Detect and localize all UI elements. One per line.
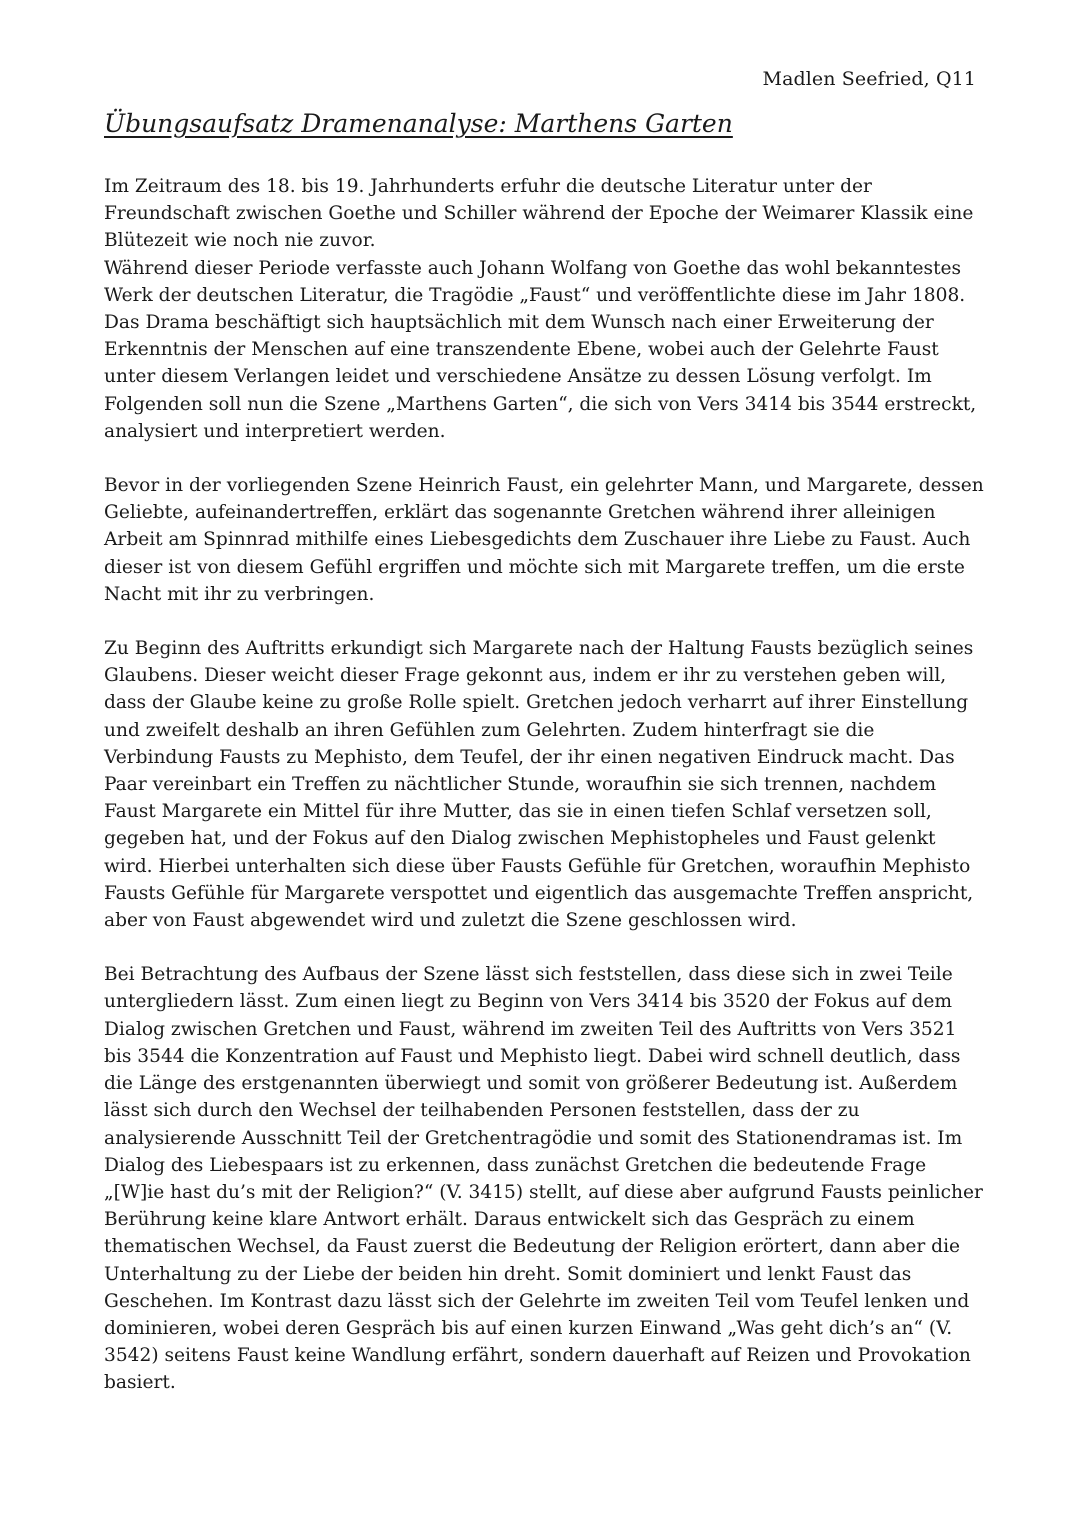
paragraph-structure: Bei Betrachtung des Aufbaus der Szene lässt sich feststellen, dass diese sich in zwei Teile untergliedern lässt. Zum einen liegt zu Beginn von Vers 3414 bis 3520 der Fokus auf dem Dialog zwischen Gretchen und Faust, während im zweiten Teil des Auftritts von Vers 3521 bis 3544 die Konzentration auf Faust und Mephisto liegt. Dabei wird schnell deutlich, dass die Länge des erstgenannten überwiegt und somit von größerer Bedeutung ist. Außerdem lässt sich durch den Wechsel der teilhabenden Personen feststellen, dass der zu analysierende Ausschnitt Teil der Gretchentragödie und somit des Stationendramas ist. Im Dialog des Liebespaars ist zu erkennen, dass zunächst Gretchen die bedeutende Frage „[W]ie hast du’s mit der Religion?“ (V. 3415) stellt, auf diese aber aufgrund Fausts peinlicher Berührung keine klare Antwort erhält. Daraus entwickelt sich das Gespräch zu einem thematischen Wechsel, da Faust zuerst die Bedeutung der Religion erörtert, dann aber die Unterhaltung zu der Liebe der beiden hin dreht. Somit dominiert und lenkt Faust das Geschehen. Im Kontrast dazu lässt sich der Gelehrte im zweiten Teil vom Teufel lenken und dominieren, wobei deren Gespräch bis auf einen kurzen Einwand „Was geht dich’s an“ (V. 3542) seitens Faust keine Wandlung erfährt, sondern dauerhaft auf Reizen und Provokation basiert. [104, 964, 983, 1394]
paragraph-context: Während dieser Periode verfasste auch Johann Wolfang von Goethe das wohl bekanntestes Werk der deutschen Literatur, die Tragödie „Faust“ und veröffentlichte diese im Jahr 1808. Das Drama beschäftigt sich hauptsächlich mit dem Wunsch nach einer Erweiterung der Erkenntnis der Menschen auf eine transzendente Ebene, wobei auch der Gelehrte Faust unter diesem Verlangen leidet und verschiedene Ansätze zu dessen Lösung verfolgt. Im Folgenden soll nun die Szene „Marthens Garten“, die sich von Vers 3414 bis 3544 erstreckt, analysiert und interpretiert werden. [104, 257, 977, 442]
document-body [104, 173, 984, 1424]
paragraph-summary: Zu Beginn des Auftritts erkundigt sich Margarete nach der Haltung Fausts bezüglich seines Glaubens. Dieser weicht dieser Frage gekonnt aus, indem er ihr zu verstehen geben will, dass der Glaube keine zu große Rolle spielt. Gretchen jedoch verharrt auf ihrer Einstellung und zweifelt deshalb an ihren Gefühlen zum Gelehrten. Zudem hinterfragt sie die Verbindung Fausts zu Mephisto, dem Teufel, der ihr einen negativen Eindruck macht. Das Paar vereinbart ein Treffen zu nächtlicher Stunde, woraufhin sie sich trennen, nachdem Faust Margarete ein Mittel für ihre Mutter, das sie in einen tiefen Schlaf versetzen soll, gegeben hat, und der Fokus auf den Dialog zwischen Mephistopheles und Faust gelenkt wird. Hierbei unterhalten sich diese über Fausts Gefühle für Gretchen, woraufhin Mephisto Fausts Gefühle für Margarete verspottet und eigentlich das ausgemachte Treffen anspricht, aber von Faust abgewendet wird und zuletzt die Szene geschlossen wird. [104, 638, 974, 932]
document-title: Übungsaufsatz Dramenanalyse: Marthens Garten [104, 109, 733, 138]
author-line: Madlen Seefried, Q11 [762, 68, 976, 90]
paragraph-preceding-scene: Bevor in der vorliegenden Szene Heinrich Faust, ein gelehrter Mann, und Margarete, dessen Geliebte, aufeinandertreffen, erklärt das sogenannte Gretchen während ihrer alleinigen Arbeit am Spinnrad mithilfe eines Liebesgedichts dem Zuschauer ihre Liebe zu Faust. Auch dieser ist von diesem Gefühl ergriffen und möchte sich mit Margarete treffen, um die erste Nacht mit ihr zu verbringen. [104, 475, 984, 605]
paragraph-intro: Im Zeitraum des 18. bis 19. Jahrhunderts erfuhr die deutsche Literatur unter der Freundschaft zwischen Goethe und Schiller während der Epoche der Weimarer Klassik eine Blütezeit wie noch nie zuvor. [104, 176, 974, 252]
